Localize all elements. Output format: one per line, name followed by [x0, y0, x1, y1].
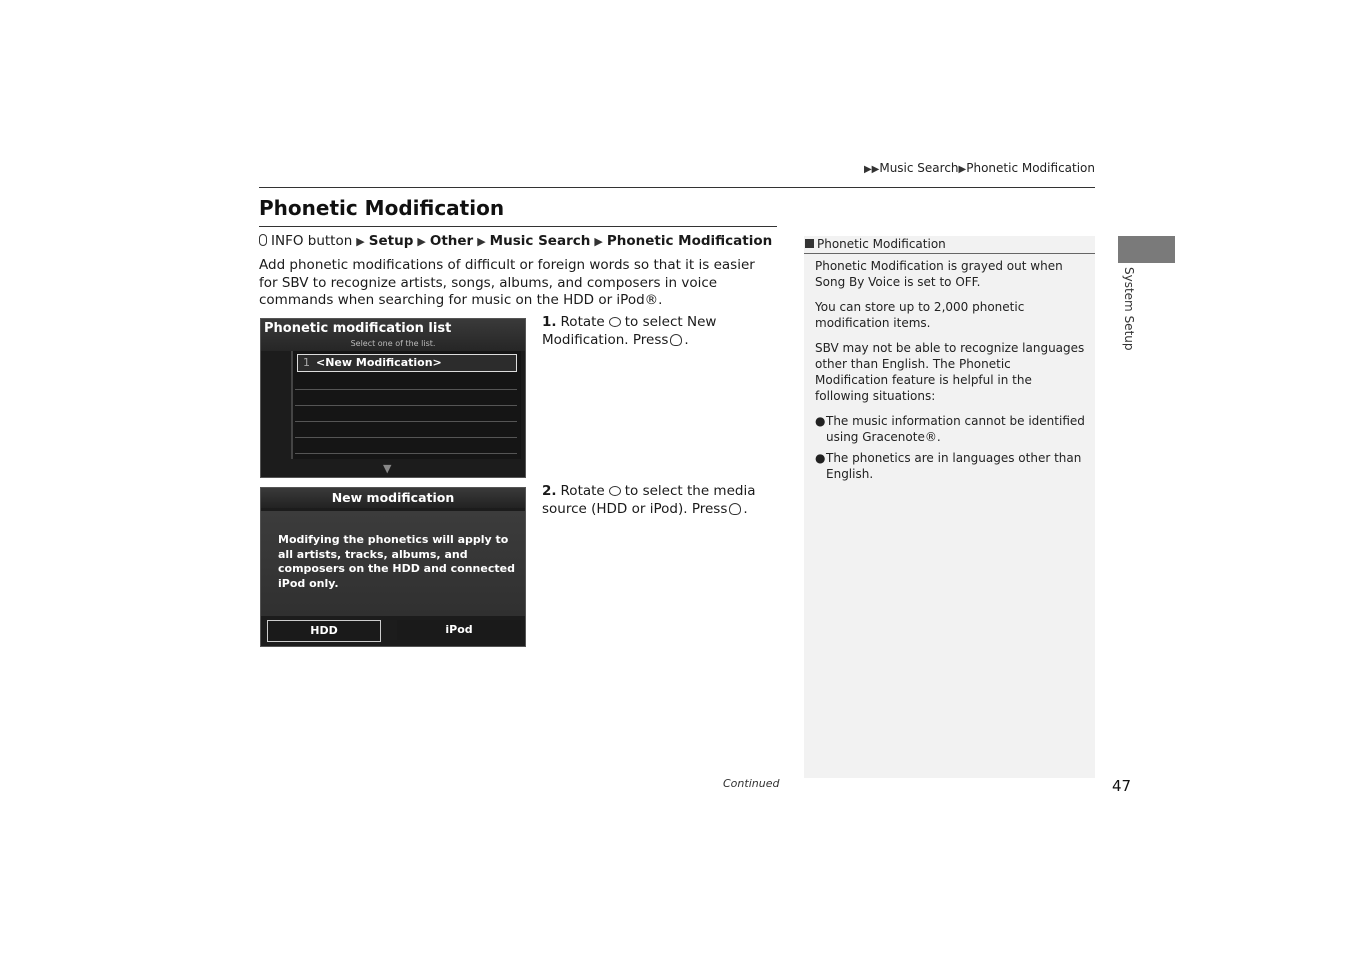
bullet-item	[815, 450, 1085, 482]
step-2	[542, 482, 782, 518]
text: is set to	[900, 275, 956, 289]
breadcrumb	[864, 161, 1095, 175]
step-text: or	[631, 501, 646, 517]
rotate-knob-icon	[609, 486, 621, 496]
list-row-line	[295, 437, 517, 438]
screen-header: Phonetic modification list	[264, 321, 452, 336]
sidebar-paragraph: SBV may not be able to recognize languages other than English. The Phonetic Modification feature is helpful in the following situations:	[815, 341, 1085, 403]
step-1	[542, 313, 782, 349]
step-text: to select the media source (	[542, 483, 756, 517]
screen-message: Modifying the phonetics will apply to all artists, tracks, albums, and composers on the HDD and connected iPod only.	[278, 533, 515, 590]
page-title: Phonetic Modification	[259, 196, 505, 220]
arrow-icon: ▶	[594, 235, 603, 248]
press-knob-icon	[729, 503, 741, 515]
hdd-button[interactable]: HDD	[267, 620, 381, 642]
step-number: 2.	[542, 483, 557, 499]
step-text: .	[684, 332, 689, 348]
nav-lead: INFO button	[271, 233, 353, 249]
bold-text: OFF	[955, 275, 977, 289]
nav-item: Phonetic Modification	[606, 233, 773, 249]
title-rule	[259, 226, 777, 227]
note-icon	[805, 239, 814, 248]
step-text: .	[743, 501, 748, 517]
screenshot-new-modification	[260, 487, 526, 647]
press-knob-icon	[670, 334, 682, 346]
nav-item: Music Search	[489, 233, 591, 249]
step-text: to select	[624, 314, 683, 330]
bullet-text: The music information cannot be identified using Gracenote®.	[826, 414, 1085, 444]
nav-item: Other	[429, 233, 474, 249]
section-tab	[1118, 236, 1175, 263]
step-option: HDD	[596, 501, 628, 517]
list-row-line	[295, 405, 517, 406]
sidebar-note	[804, 236, 1095, 778]
scroll-down-icon: ▼	[383, 462, 392, 475]
breadcrumb-item: Phonetic Modification	[966, 161, 1095, 175]
step-text: Rotate	[560, 314, 605, 330]
item-number: 1	[303, 356, 310, 369]
list-item-new-modification[interactable]	[297, 354, 517, 372]
microphone-icon	[259, 234, 267, 246]
arrow-icon: ▶▶	[863, 164, 880, 175]
sidebar-heading	[804, 236, 1095, 254]
step-option: iPod	[649, 501, 678, 517]
text: is grayed out when	[943, 259, 1063, 273]
step-text: ). Press	[678, 501, 728, 517]
screen-header: New modification	[261, 488, 525, 508]
arrow-icon: ▶	[417, 235, 426, 248]
screen-subheader: Select one of the list.	[350, 339, 436, 348]
sidebar-heading-text: Phonetic Modification	[817, 237, 946, 251]
arrow-icon: ▶	[477, 235, 486, 248]
bold-text: Song By Voice	[815, 275, 901, 289]
arrow-icon: ▶	[356, 235, 365, 248]
breadcrumb-item: Music Search	[879, 161, 959, 175]
bullet-icon: ●	[815, 414, 826, 428]
list-row-line	[295, 421, 517, 422]
top-rule	[259, 187, 1095, 188]
section-label: System Setup	[1122, 267, 1136, 351]
arrow-icon: ▶	[958, 164, 967, 175]
sidebar-paragraph: You can store up to 2,000 phonetic modification items.	[815, 300, 1025, 330]
step-text: Rotate	[560, 483, 605, 499]
text: .	[976, 275, 981, 289]
sidebar-body	[815, 258, 1085, 487]
continued-label: Continued	[723, 777, 780, 790]
screenshot-phonetic-list	[260, 318, 526, 478]
page-number: 47	[1112, 777, 1132, 795]
nav-item: Setup	[368, 233, 414, 249]
step-text: . Press	[624, 332, 669, 348]
bullet-item	[815, 413, 1085, 445]
step-number: 1.	[542, 314, 557, 330]
navigation-path	[259, 233, 772, 249]
list-row-line	[295, 389, 517, 390]
intro-paragraph: Add phonetic modifications of difficult or foreign words so that it is easier for SBV to recognize artists, songs, albums, and composers in voice commands when searching for music on the HDD or iPod®.	[259, 257, 755, 308]
bullet-icon: ●	[815, 451, 826, 465]
bold-text: Phonetic Modification	[815, 259, 944, 273]
step-target: New Modification	[542, 314, 717, 348]
bullet-text: The phonetics are in languages other than English.	[826, 451, 1082, 481]
rotate-knob-icon	[609, 317, 621, 327]
list-row-line	[295, 453, 517, 454]
ipod-button[interactable]: iPod	[397, 620, 521, 640]
sidebar-paragraph	[815, 258, 1085, 290]
item-label: <New Modification>	[316, 356, 442, 369]
